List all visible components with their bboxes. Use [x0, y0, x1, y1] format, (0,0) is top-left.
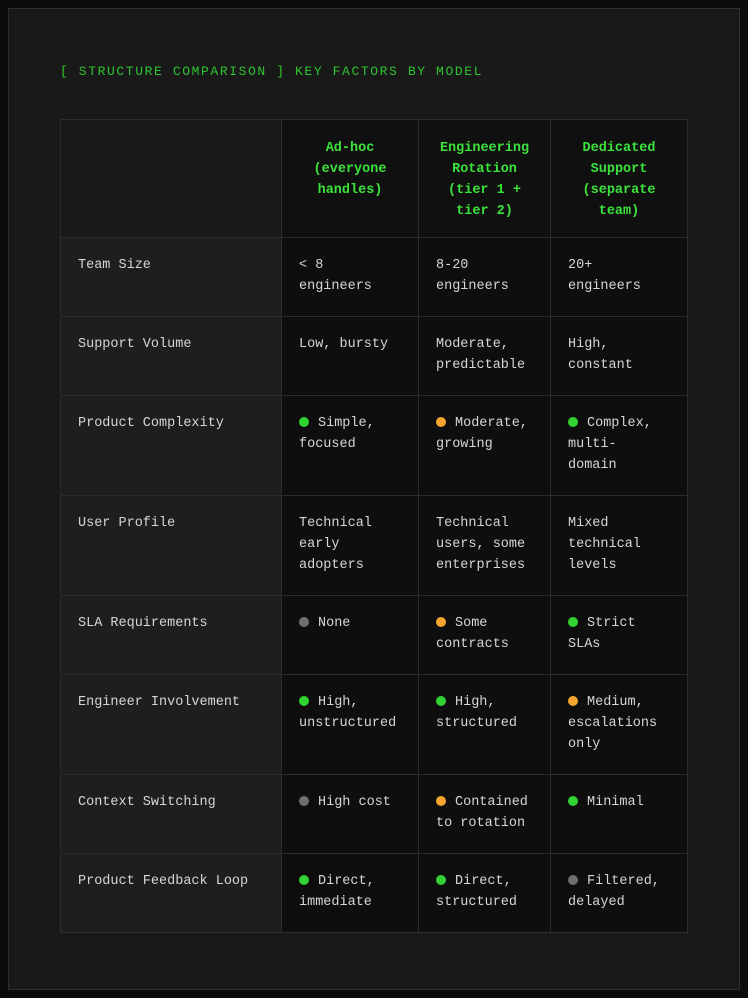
cell-text: Low, bursty	[299, 337, 389, 352]
value-cell	[551, 238, 688, 317]
cell-text: early	[299, 537, 340, 552]
value-cell	[419, 675, 551, 775]
cell-text: immediate	[299, 895, 372, 910]
header-line: tier 2)	[456, 204, 513, 219]
value-cell	[551, 596, 688, 675]
cell-text: Mixed	[568, 516, 609, 531]
header-line: (tier 1 +	[448, 183, 521, 198]
cell-text: Moderate,	[455, 416, 528, 431]
value-cell	[419, 496, 551, 596]
value-cell	[551, 854, 688, 933]
cell-text: Simple,	[318, 416, 375, 431]
row-label: Product Complexity	[61, 396, 282, 496]
cell-text: domain	[568, 458, 617, 473]
header-line: Ad-hoc	[325, 141, 375, 156]
value-cell	[419, 596, 551, 675]
cell-text: users, some	[436, 537, 526, 552]
value-cell	[551, 775, 688, 854]
page-title: [ STRUCTURE COMPARISON ] KEY FACTORS BY MODEL	[60, 64, 484, 79]
status-dot	[436, 617, 446, 627]
cell-text: engineers	[568, 279, 641, 294]
value-cell	[282, 317, 419, 396]
cell-text: contracts	[436, 637, 509, 652]
cell-text: Some	[455, 616, 488, 631]
cell-text: Contained	[455, 795, 528, 810]
cell-text: Moderate,	[436, 337, 509, 352]
cell-text: structured	[436, 895, 518, 910]
value-cell	[419, 317, 551, 396]
cell-text: predictable	[436, 358, 526, 373]
header-line: (separate	[582, 183, 656, 198]
cell-text: levels	[568, 558, 617, 573]
cell-text: Technical	[299, 516, 372, 531]
cell-text: constant	[568, 358, 633, 373]
cell-text: < 8	[299, 258, 324, 273]
cell-text: growing	[436, 437, 493, 452]
status-dot	[436, 796, 446, 806]
header-line: Rotation	[452, 162, 517, 177]
status-dot	[568, 875, 578, 885]
cell-text: SLAs	[568, 637, 601, 652]
cell-text: Medium,	[587, 695, 644, 710]
status-dot	[436, 875, 446, 885]
row-label: Engineer Involvement	[61, 675, 282, 775]
cell-text: focused	[299, 437, 356, 452]
cell-text: Minimal	[587, 795, 644, 810]
value-cell	[551, 317, 688, 396]
status-dot	[299, 617, 309, 627]
table-row-team-size	[61, 238, 688, 317]
value-cell	[419, 396, 551, 496]
status-dot	[568, 696, 578, 706]
header-row	[61, 120, 688, 238]
cell-text: unstructured	[299, 716, 397, 731]
cell-text: 20+	[568, 258, 593, 273]
table-row-engineer-involvement	[61, 675, 688, 775]
cell-text: High cost	[318, 795, 391, 810]
cell-text: to rotation	[436, 816, 526, 831]
cell-text: 8-20	[436, 258, 469, 273]
cell-text: enterprises	[436, 558, 526, 573]
column-header-engineering-rotation	[419, 120, 551, 238]
value-cell	[551, 496, 688, 596]
header-line: Dedicated	[582, 141, 656, 156]
cell-text: engineers	[299, 279, 372, 294]
cell-text: adopters	[299, 558, 364, 573]
table-row-user-profile	[61, 496, 688, 596]
header-line: team)	[598, 204, 640, 219]
header-line: Support	[590, 162, 648, 177]
status-dot	[299, 417, 309, 427]
status-dot	[299, 875, 309, 885]
cell-text: structured	[436, 716, 518, 731]
cell-text: High,	[318, 695, 359, 710]
status-dot	[436, 417, 446, 427]
cell-text: Direct,	[455, 874, 512, 889]
cell-text: Filtered,	[587, 874, 660, 889]
value-cell	[419, 238, 551, 317]
column-header-adhoc	[282, 120, 419, 238]
status-dot	[436, 696, 446, 706]
value-cell	[282, 675, 419, 775]
table-row-sla-requirements	[61, 596, 688, 675]
header-line: handles)	[317, 183, 383, 198]
value-cell	[419, 854, 551, 933]
cell-text: technical	[568, 537, 641, 552]
table-row-product-complexity	[61, 396, 688, 496]
value-cell	[282, 238, 419, 317]
cell-text: High,	[455, 695, 496, 710]
page-frame	[8, 8, 740, 990]
cell-text: engineers	[436, 279, 509, 294]
header-line: Engineering	[439, 141, 530, 156]
value-cell	[282, 496, 419, 596]
status-dot	[568, 796, 578, 806]
table-row-context-switching	[61, 775, 688, 854]
cell-text: None	[318, 616, 351, 631]
cell-text: delayed	[568, 895, 625, 910]
table-row-support-volume	[61, 317, 688, 396]
comparison-table	[60, 119, 688, 933]
table-row-product-feedback-loop	[61, 854, 688, 933]
column-header-dedicated-support	[551, 120, 688, 238]
status-dot	[568, 617, 578, 627]
cell-text: Technical	[436, 516, 509, 531]
status-dot	[568, 417, 578, 427]
value-cell	[419, 775, 551, 854]
value-cell	[282, 854, 419, 933]
value-cell	[282, 775, 419, 854]
cell-text: escalations	[568, 716, 658, 731]
value-cell	[551, 675, 688, 775]
row-label: User Profile	[61, 496, 282, 596]
value-cell	[282, 396, 419, 496]
row-label: Product Feedback Loop	[61, 854, 282, 933]
cell-text: Strict	[587, 616, 636, 631]
cell-text: multi-	[568, 437, 617, 452]
corner-cell	[61, 120, 282, 238]
cell-text: Complex,	[587, 416, 652, 431]
cell-text: High,	[568, 337, 609, 352]
status-dot	[299, 796, 309, 806]
header-line: (everyone	[313, 162, 387, 177]
row-label: Context Switching	[61, 775, 282, 854]
cell-text: Direct,	[318, 874, 375, 889]
value-cell	[551, 396, 688, 496]
value-cell	[282, 596, 419, 675]
status-dot	[299, 696, 309, 706]
row-label: SLA Requirements	[61, 596, 282, 675]
row-label: Support Volume	[61, 317, 282, 396]
cell-text: only	[568, 737, 601, 752]
row-label: Team Size	[61, 238, 282, 317]
